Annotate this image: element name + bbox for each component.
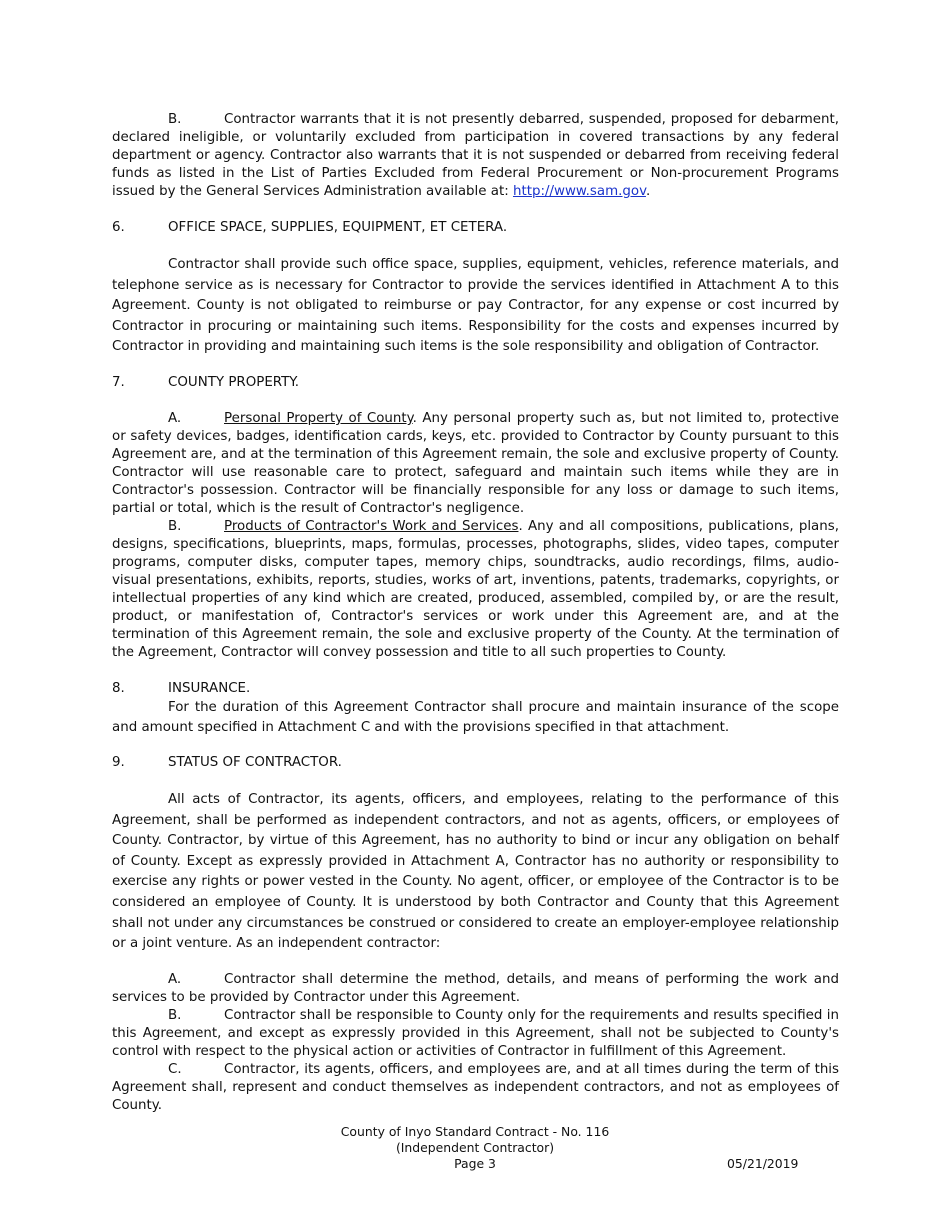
footer-page-number: Page 3: [454, 1156, 496, 1171]
section-6-number: 6.: [112, 220, 125, 235]
section-8-body: For the duration of this Agreement Contractor shall procure and maintain insurance of the scope and amount specified in Attachment C and with the provisions specified in that attachment.: [112, 699, 839, 735]
section-7b-heading: Products of Contractor's Work and Services: [224, 518, 519, 534]
section-9-number: 9.: [112, 754, 125, 770]
section-7a-paragraph: [112, 410, 839, 518]
footer-contract-title: County of Inyo Standard Contract - No. 116: [340, 1124, 610, 1139]
section-6-heading: [112, 219, 839, 237]
section-7b-label: B.: [168, 518, 182, 534]
section-9a-paragraph: [112, 971, 839, 1007]
section-7b-text: . Any and all compositions, publications, plans, designs, specifications, blueprints, maps, formulas, processes, photographs, slides, video tapes, computer programs, computer disks, computer tapes, memory chips, soundtracks, audio recordings, films, audio-visual presentations, exhibits, reports, studies, works of art, inventions, patents, trademarks, copyrights, or intellectual properties of any kind which are created, produced, assembled, compiled by, or are the result, product, or manifestation of, Contractor's services or work under this Agreement are, and at the termination of this Agreement remain, the sole and exclusive property of the County. At the termination of the Agreement, Contractor will convey possession and title to all such properties to County.: [112, 518, 839, 660]
section-9-title: STATUS OF CONTRACTOR.: [168, 754, 342, 770]
section-7-heading: [112, 374, 839, 392]
sam-gov-link[interactable]: http://www.sam.gov: [512, 184, 646, 199]
footer-date: 05/21/2019: [727, 1156, 799, 1171]
section-9c-text: Contractor, its agents, officers, and employees are, and at all times during the term of this Agreement shall, represent and conduct themselves as independent contractors, and not as employees of County.: [112, 1061, 839, 1113]
section-7a-text: . Any personal property such as, but not limited to, protective or safety devices, badges, identification cards, keys, etc. provided to Contractor by County pursuant to this Agreement are, and at the termination of this Agreement remain, the sole and exclusive property of County. Contractor will use reasonable care to protect, safeguard and maintain such items while they are in Contractor's possession. Contractor will be financially responsible for any loss or damage to such items, partial or total, which is the result of Contractor's negligence.: [112, 410, 839, 516]
section-8-title: INSURANCE.: [168, 680, 251, 696]
section-9c-label: C.: [168, 1061, 182, 1077]
section-7a-heading: Personal Property of County: [224, 410, 413, 426]
section-8-number: 8.: [112, 680, 125, 696]
section-5b-paragraph: [112, 111, 839, 201]
section-6-title: OFFICE SPACE, SUPPLIES, EQUIPMENT, ET CETERA.: [168, 220, 508, 235]
section-9-body: All acts of Contractor, its agents, officers, and employees, relating to the performance of this Agreement, shall be performed as independent contractors, and not as agents, officers, or employees of County. Contractor, by virtue of this Agreement, has no authority to bind or incur any obligation on behalf of County. Except as expressly provided in Attachment A, Contractor has no authority or responsibility to exercise any rights or power vested in the County. No agent, officer, or employee of the Contractor is to be considered an employee of County. It is understood by both Contractor and County that this Agreement shall not under any circumstances be construed or considered to create an employer-employee relationship or a joint venture. As an independent contractor:: [112, 791, 839, 952]
section-5b-label: B.: [168, 112, 182, 127]
section-9b-paragraph: [112, 1007, 839, 1061]
section-9a-label: A.: [168, 971, 182, 987]
section-7-number: 7.: [112, 374, 125, 390]
section-5b-text: Contractor warrants that it is not presently debarred, suspended, proposed for debarment, declared ineligible, or voluntarily excluded from participation in covered transactions by any federal department or agency. Contractor also warrants that it is not suspended or debarred from receiving federal funds as listed in the List of Parties Excluded from Federal Procurement or Non-procurement Programs issued by the General Services Administration available at:: [112, 112, 839, 199]
page-footer: [0, 1124, 950, 1172]
section-9b-label: B.: [168, 1007, 182, 1023]
document-page: [112, 111, 839, 1115]
section-8-heading: [112, 680, 839, 698]
section-7-title: COUNTY PROPERTY.: [168, 374, 300, 390]
section-7a-label: A.: [168, 410, 182, 426]
section-9-heading: [112, 754, 839, 772]
section-7b-paragraph: [112, 518, 839, 662]
section-6-body: Contractor shall provide such office space, supplies, equipment, vehicles, reference materials, and telephone service as is necessary for Contractor to provide the services identified in Attachment A to this Agreement. County is not obligated to reimburse or pay Contractor, for any expense or cost incurred by Contractor in procuring or maintaining such items. Responsibility for the costs and expenses incurred by Contractor in providing and maintaining such items is the sole responsibility and obligation of Contractor.: [112, 257, 839, 355]
section-9b-text: Contractor shall be responsible to County only for the requirements and results specified in this Agreement, and except as expressly provided in this Agreement, shall not be subjected to County's control with respect to the physical action or activities of Contractor in fulfillment of this Agreement.: [112, 1007, 839, 1059]
section-9c-paragraph: [112, 1061, 839, 1115]
section-9a-text: Contractor shall determine the method, details, and means of performing the work and services to be provided by Contractor under this Agreement.: [112, 971, 839, 1005]
section-5b-text-end: .: [645, 184, 651, 199]
footer-contract-type: (Independent Contractor): [395, 1140, 555, 1155]
